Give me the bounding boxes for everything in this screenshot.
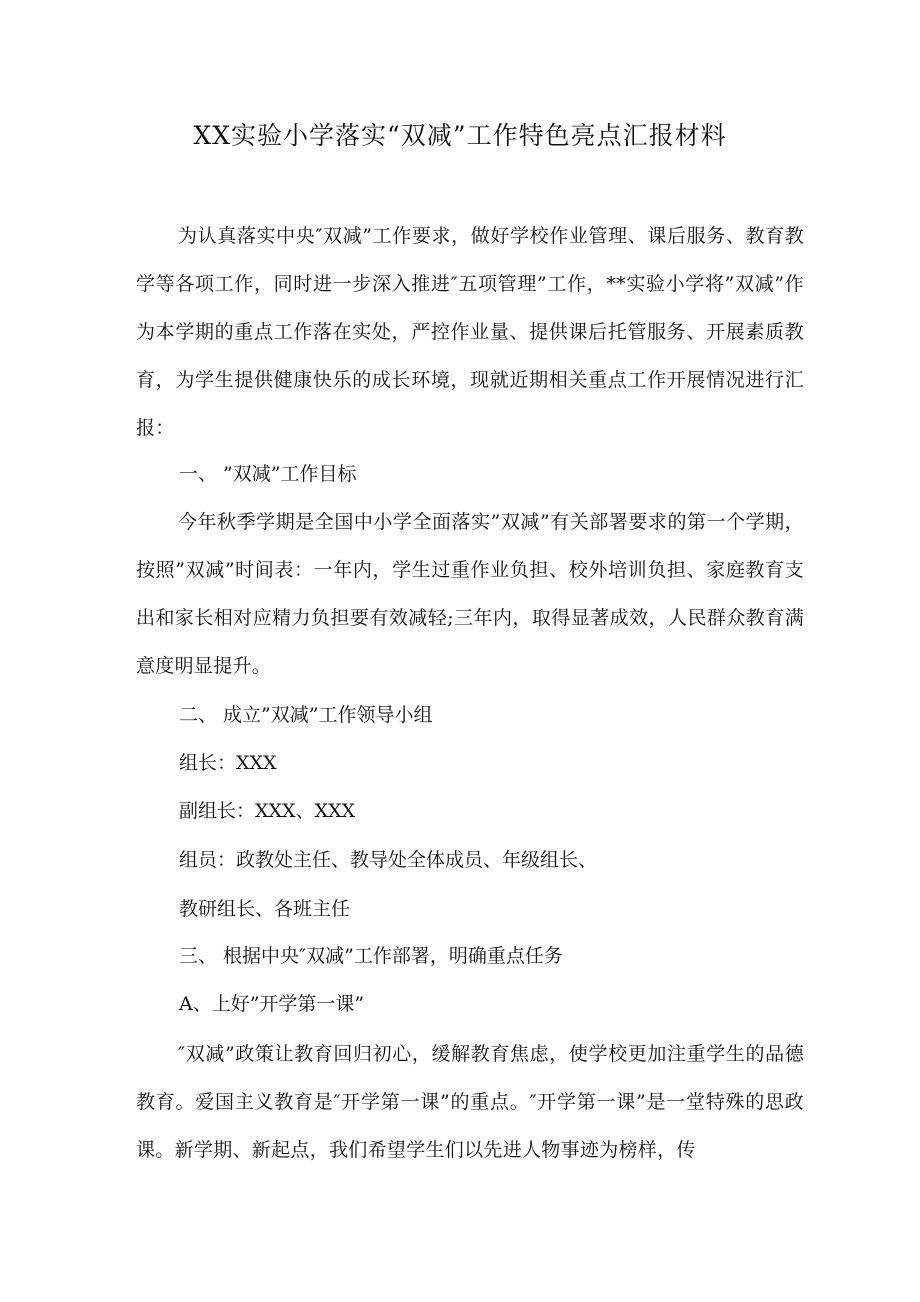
subsection-a-heading: A、上好”开学第一课” xyxy=(179,993,365,1015)
group-deputy-leader: 副组长：XXX、XXX xyxy=(179,800,356,822)
section-2-heading: 二、 成立”双减”工作领导小组 xyxy=(179,704,433,726)
section-3-heading: 三、 根据中央″双减”工作部署，明确重点任务 xyxy=(179,945,563,967)
group-members: 组员：政教处主任、教导处全体成员、年级组长、 xyxy=(179,849,598,871)
group-leader: 组长：XXX xyxy=(179,752,277,774)
section-1-paragraph: 今年秋季学期是全国中小学全面落实”双减”有关部署要求的第一个学期，按照”双减”时间表：一年内，学生过重作业负担、校外培训负担、家庭教育支出和家长相对应精力负担要有效减轻;三年内，取得显著成效，人民群众教育满意度明显提升。 xyxy=(136,511,804,677)
document-title: XX实验小学落实“双减”工作特色亮点汇报材料 xyxy=(193,121,727,150)
intro-paragraph: 为认真落实中央″双减”工作要求，做好学校作业管理、课后服务、教育教学等各项工作，同时进一步深入推进″五项管理”工作，**实验小学将”双减”作为本学期的重点工作落在实处，严控作业量、提供课后托管服务、开展素质教育，为学生提供健康快乐的成长环境，现就近期相关重点工作开展情况进行汇报： xyxy=(136,225,804,439)
group-members-continued: 教研组长、各班主任 xyxy=(179,898,351,920)
section-3-paragraph: ″双减”政策让教育回归初心，缓解教育焦虑，使学校更加注重学生的品德教育。爱国主义教育是″开学第一课”的重点。″开学第一课”是一堂特殊的思政课。新学期、新起点，我们希望学生们以先进人物事迹为榜样，传 xyxy=(136,1043,804,1161)
section-1-heading: 一、 ”双减”工作目标 xyxy=(179,463,357,485)
